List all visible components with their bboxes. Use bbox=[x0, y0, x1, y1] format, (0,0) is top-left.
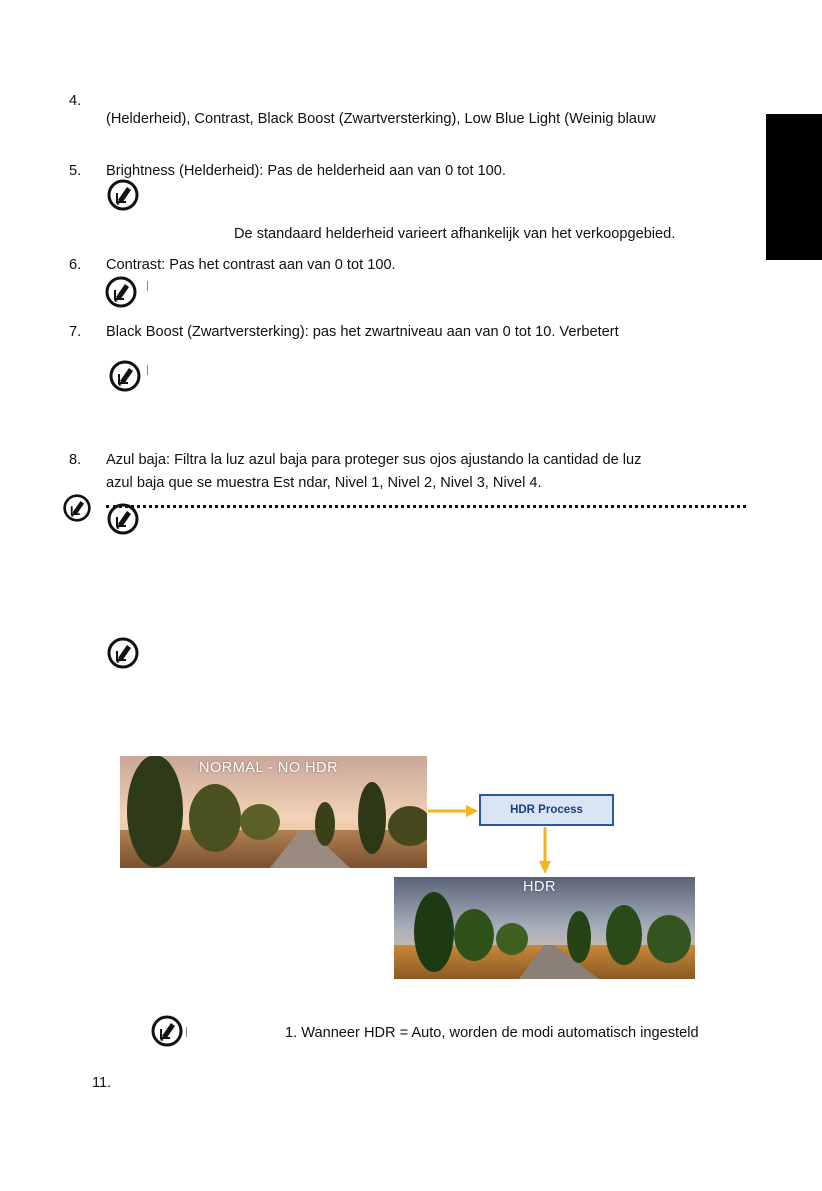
note-divider bbox=[147, 365, 148, 375]
item-7-number: 7. bbox=[69, 324, 82, 340]
note-icon bbox=[62, 493, 92, 523]
item-6-number: 6. bbox=[69, 257, 82, 273]
item-4-text: (Helderheid), Contrast, Black Boost (Zwartversterking), Low Blue Light (Weinig blauw bbox=[106, 111, 656, 127]
hdr-photo-label: HDR bbox=[523, 879, 556, 895]
note-icon bbox=[150, 1014, 184, 1048]
hdr-note: 1. Wanneer HDR = Auto, worden de modi automatisch ingesteld bbox=[285, 1025, 699, 1041]
arrow-right-icon bbox=[428, 803, 478, 819]
item-7-text: Black Boost (Zwartversterking): pas het zwartniveau aan van 0 tot 10. Verbetert bbox=[106, 324, 619, 340]
dotted-separator bbox=[106, 505, 746, 508]
item-5-note: De standaard helderheid varieert afhankelijk van het verkoopgebied. bbox=[234, 226, 676, 242]
note-icon bbox=[108, 359, 142, 393]
arrow-down-icon bbox=[537, 827, 553, 875]
note-icon bbox=[104, 275, 138, 309]
item-5-text: Brightness (Helderheid): Pas de helderheid aan van 0 tot 100. bbox=[106, 163, 506, 179]
item-8-number: 8. bbox=[69, 452, 82, 468]
item-4-number: 4. bbox=[69, 93, 82, 109]
note-icon bbox=[106, 178, 140, 212]
note-divider bbox=[147, 281, 148, 291]
section-tab bbox=[766, 114, 822, 260]
item-8-line-2: azul baja que se muestra Est ndar, Nivel 1, Nivel 2, Nivel 3, Nivel 4. bbox=[106, 475, 542, 491]
item-5-number: 5. bbox=[69, 163, 82, 179]
item-6-text: Contrast: Pas het contrast aan van 0 tot 100. bbox=[106, 257, 396, 273]
note-divider bbox=[186, 1027, 187, 1037]
note-icon bbox=[106, 636, 140, 670]
hdr-process-box: HDR Process bbox=[479, 794, 614, 826]
item-8-line-1: Azul baja: Filtra la luz azul baja para proteger sus ojos ajustando la cantidad de luz bbox=[106, 452, 642, 468]
normal-photo-label: NORMAL - NO HDR bbox=[199, 760, 339, 776]
note-icon bbox=[106, 502, 140, 536]
item-11-number: 11. bbox=[92, 1075, 112, 1091]
